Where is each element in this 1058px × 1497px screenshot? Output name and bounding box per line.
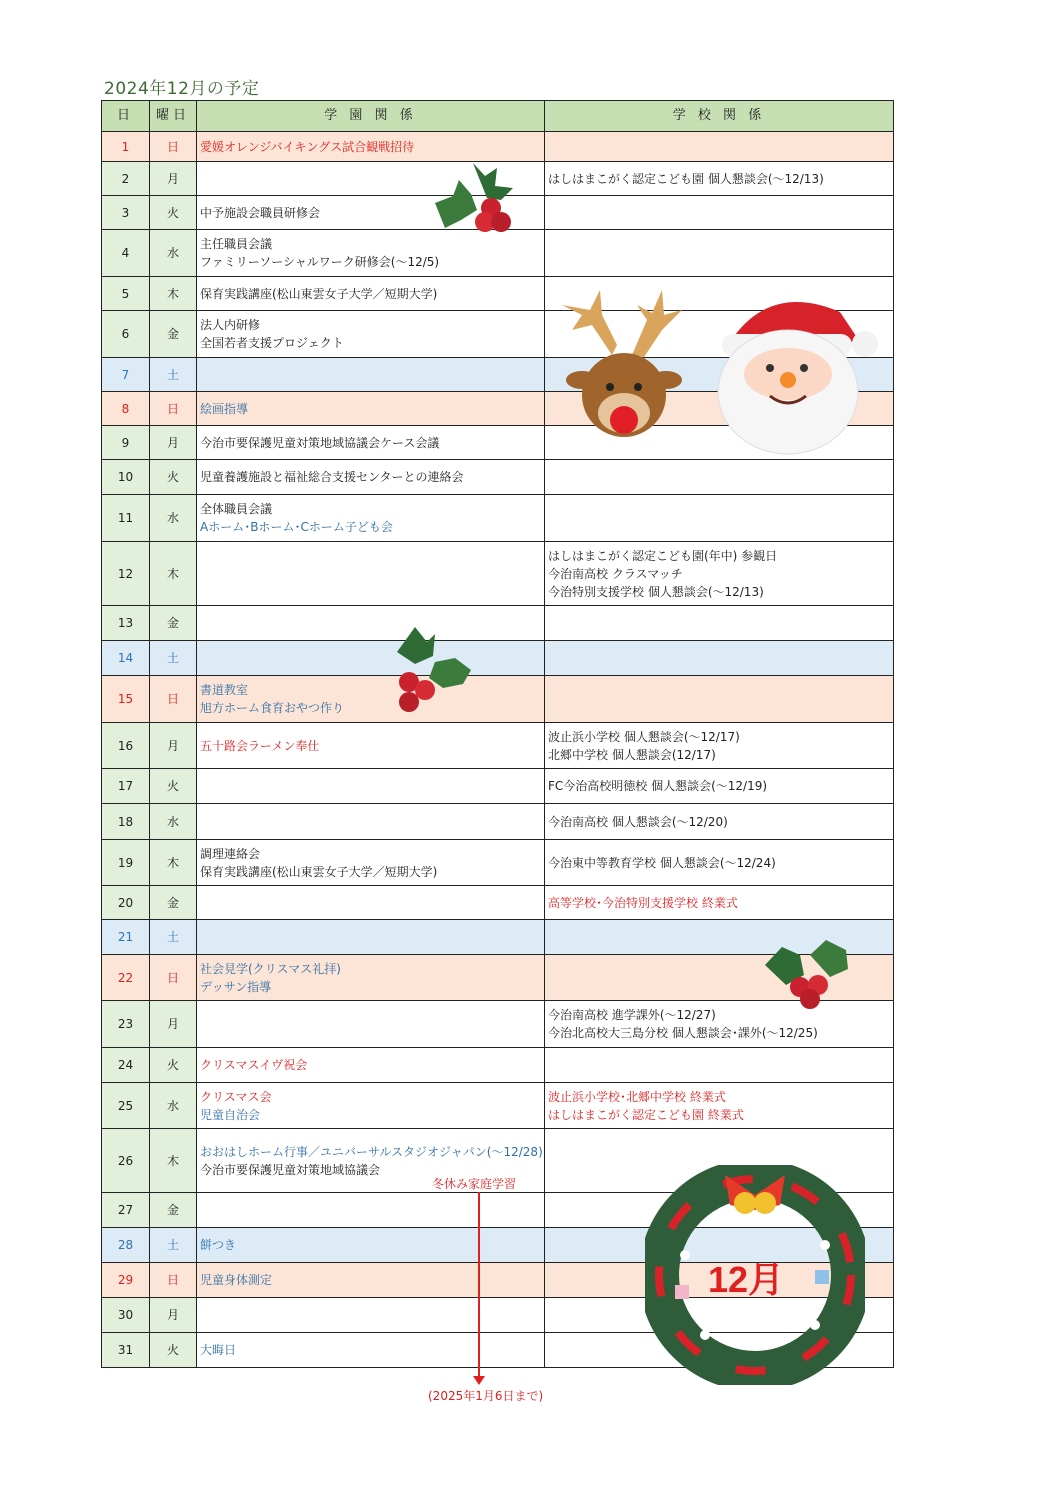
gakuen-cell xyxy=(197,311,545,358)
gakko-cell xyxy=(545,676,894,723)
gakko-cell xyxy=(545,542,894,606)
gakko-cell xyxy=(545,840,894,886)
day-cell: 26 xyxy=(102,1129,150,1193)
gakuen-event: 絵画指導 xyxy=(200,401,249,416)
day-cell: 19 xyxy=(102,840,150,886)
weekday-cell: 月 xyxy=(150,1001,197,1048)
day-cell: 21 xyxy=(102,920,150,955)
gakko-cell xyxy=(545,641,894,676)
gakuen-cell xyxy=(197,606,545,641)
weekday-cell: 土 xyxy=(150,1228,197,1263)
weekday-cell: 日 xyxy=(150,392,197,426)
until-note: (2025年1月6日まで) xyxy=(428,1389,544,1403)
weekday-cell: 日 xyxy=(150,1263,197,1298)
gakuen-event: Aホーム･Bホーム･Cホーム子ども会 xyxy=(200,520,393,534)
weekday-cell: 日 xyxy=(150,132,197,162)
holly-icon xyxy=(425,158,520,243)
gakuen-event: 保育実践講座(松山東雲女子大学／短期大学) xyxy=(200,864,438,879)
day-cell: 6 xyxy=(102,311,150,358)
table-row xyxy=(102,641,894,676)
weekday-cell: 金 xyxy=(150,606,197,641)
gakko-cell xyxy=(545,162,894,196)
gakko-cell xyxy=(545,769,894,804)
gakuen-event: 今治市要保護児童対策地域協議会 xyxy=(200,1162,381,1177)
gakko-cell xyxy=(545,1083,894,1129)
gakuen-cell xyxy=(197,392,545,426)
gakuen-cell xyxy=(197,358,545,392)
day-cell: 4 xyxy=(102,230,150,277)
table-row xyxy=(102,840,894,886)
table-row xyxy=(102,1048,894,1083)
gakuen-cell xyxy=(197,920,545,955)
gakuen-cell xyxy=(197,1228,545,1263)
day-cell: 31 xyxy=(102,1333,150,1368)
table-row xyxy=(102,886,894,920)
weekday-cell: 月 xyxy=(150,162,197,196)
gakuen-event: 児童養護施設と福祉総合支援センターとの連絡会 xyxy=(200,470,464,484)
gakuen-event: 五十路会ラーメン奉仕 xyxy=(200,738,320,753)
weekday-cell: 土 xyxy=(150,641,197,676)
gakuen-cell xyxy=(197,542,545,606)
day-cell: 29 xyxy=(102,1263,150,1298)
gakuen-cell xyxy=(197,1263,545,1298)
gakko-event: 今治南高校 進学課外(～12/27) xyxy=(548,1008,716,1022)
header-dow: 曜日 xyxy=(150,101,197,132)
gakuen-event: 法人内研修 xyxy=(200,318,261,332)
table-row xyxy=(102,460,894,495)
gakko-cell xyxy=(545,196,894,230)
header-row xyxy=(102,101,894,132)
gakko-event: 今治東中等教育学校 個人懇談会(～12/24) xyxy=(548,855,776,870)
gakuen-cell xyxy=(197,1083,545,1129)
gakuen-cell xyxy=(197,840,545,886)
gakuen-cell xyxy=(197,460,545,495)
gakko-cell xyxy=(545,886,894,920)
day-cell: 16 xyxy=(102,723,150,769)
period-arrow-head xyxy=(473,1376,485,1385)
table-row xyxy=(102,495,894,542)
weekday-cell: 土 xyxy=(150,358,197,392)
gakuen-cell xyxy=(197,676,545,723)
gakko-cell xyxy=(545,723,894,769)
gakko-cell xyxy=(545,495,894,542)
table-row xyxy=(102,676,894,723)
gakuen-cell xyxy=(197,495,545,542)
period-arrow-line xyxy=(478,1192,480,1378)
weekday-cell: 火 xyxy=(150,769,197,804)
gakuen-cell xyxy=(197,886,545,920)
gakuen-event: 児童身体測定 xyxy=(200,1273,273,1287)
gakuen-event: 調理連絡会 xyxy=(200,846,261,861)
day-cell: 9 xyxy=(102,426,150,460)
gakuen-cell xyxy=(197,1001,545,1048)
day-cell: 20 xyxy=(102,886,150,920)
weekday-cell: 水 xyxy=(150,1083,197,1129)
table-row xyxy=(102,132,894,162)
day-cell: 23 xyxy=(102,1001,150,1048)
gakuen-event: 大晦日 xyxy=(200,1343,237,1357)
gakko-cell xyxy=(545,132,894,162)
gakko-event: 波止浜小学校 個人懇談会(～12/17) xyxy=(548,729,740,744)
gakko-event: FC今治高校明徳校 個人懇談会(～12/19) xyxy=(548,779,768,793)
table-row xyxy=(102,804,894,840)
gakuen-event: クリスマス会 xyxy=(200,1089,272,1104)
gakuen-event: 全体職員会議 xyxy=(200,502,273,516)
gakko-event: 波止浜小学校･北郷中学校 終業式 xyxy=(548,1089,726,1104)
gakuen-event: 社会見学(クリスマス礼拝) xyxy=(200,961,341,976)
gakuen-event: 児童自治会 xyxy=(200,1107,261,1122)
gakko-cell xyxy=(545,230,894,277)
gakko-event: 高等学校･今治特別支援学校 終業式 xyxy=(548,895,738,910)
day-cell: 12 xyxy=(102,542,150,606)
weekday-cell: 木 xyxy=(150,277,197,311)
gakuen-event: 主任職員会議 xyxy=(200,237,273,251)
weekday-cell: 土 xyxy=(150,920,197,955)
day-cell: 25 xyxy=(102,1083,150,1129)
day-cell: 5 xyxy=(102,277,150,311)
day-cell: 2 xyxy=(102,162,150,196)
day-cell: 11 xyxy=(102,495,150,542)
gakko-cell xyxy=(545,1048,894,1083)
gakuen-cell xyxy=(197,1048,545,1083)
gakko-event: はしはまこがく認定こども園(年中) 参観日 xyxy=(548,548,778,563)
page-title: 2024年12月の予定 xyxy=(104,79,260,99)
gakko-event: 今治北高校大三島分校 個人懇談会･課外(～12/25) xyxy=(548,1026,818,1040)
day-cell: 30 xyxy=(102,1298,150,1333)
gakuen-cell xyxy=(197,1193,545,1228)
day-cell: 17 xyxy=(102,769,150,804)
gakuen-event: デッサン指導 xyxy=(200,979,272,994)
day-cell: 10 xyxy=(102,460,150,495)
gakuen-event: 保育実践講座(松山東雲女子大学／短期大学) xyxy=(200,286,438,301)
day-cell: 15 xyxy=(102,676,150,723)
winter-study-note: 冬休み家庭学習 xyxy=(432,1177,517,1191)
weekday-cell: 日 xyxy=(150,676,197,723)
weekday-cell: 日 xyxy=(150,955,197,1001)
gakko-event: 今治南高校 個人懇談会(～12/20) xyxy=(548,814,728,829)
day-cell: 8 xyxy=(102,392,150,426)
gakuen-cell xyxy=(197,955,545,1001)
wreath-label: 12月 xyxy=(708,1259,785,1300)
weekday-cell: 木 xyxy=(150,840,197,886)
gakuen-cell xyxy=(197,1298,545,1333)
gakuen-event: 今治市要保護児童対策地域協議会ケース会議 xyxy=(200,435,440,450)
gakuen-event: 全国若者支援プロジェクト xyxy=(200,336,344,350)
day-cell: 22 xyxy=(102,955,150,1001)
gakko-cell xyxy=(545,460,894,495)
day-cell: 14 xyxy=(102,641,150,676)
gakuen-cell xyxy=(197,426,545,460)
weekday-cell: 水 xyxy=(150,495,197,542)
gakuen-event: ファミリーソーシャルワーク研修会(～12/5) xyxy=(200,255,440,269)
day-cell: 24 xyxy=(102,1048,150,1083)
gakuen-cell xyxy=(197,132,545,162)
gakuen-cell xyxy=(197,277,545,311)
day-cell: 7 xyxy=(102,358,150,392)
gakuen-cell xyxy=(197,769,545,804)
gakko-event: 北郷中学校 個人懇談会(12/17) xyxy=(548,747,716,762)
weekday-cell: 火 xyxy=(150,1333,197,1368)
table-row xyxy=(102,542,894,606)
weekday-cell: 金 xyxy=(150,886,197,920)
gakuen-event: クリスマスイヴ祝会 xyxy=(200,1058,308,1072)
table-row xyxy=(102,723,894,769)
gakuen-cell xyxy=(197,804,545,840)
gakuen-cell xyxy=(197,723,545,769)
header-day: 日 xyxy=(102,101,150,132)
day-cell: 27 xyxy=(102,1193,150,1228)
day-cell: 3 xyxy=(102,196,150,230)
weekday-cell: 水 xyxy=(150,230,197,277)
weekday-cell: 月 xyxy=(150,1298,197,1333)
header-gakko: 学 校 関 係 xyxy=(545,101,894,132)
weekday-cell: 火 xyxy=(150,460,197,495)
gakuen-event: 餅つき xyxy=(200,1238,237,1252)
table-row xyxy=(102,1083,894,1129)
weekday-cell: 火 xyxy=(150,1048,197,1083)
day-cell: 13 xyxy=(102,606,150,641)
gakko-event: はしはまこがく認定こども園 個人懇談会(～12/13) xyxy=(548,171,824,186)
weekday-cell: 火 xyxy=(150,196,197,230)
gakko-event: 今治特別支援学校 個人懇談会(～12/13) xyxy=(548,584,764,599)
weekday-cell: 金 xyxy=(150,311,197,358)
reindeer-icon xyxy=(552,285,692,450)
gakko-event: 今治南高校 クラスマッチ xyxy=(548,566,683,581)
gakuen-cell xyxy=(197,641,545,676)
gakko-event: はしはまこがく認定こども園 終業式 xyxy=(548,1107,744,1122)
santa-icon xyxy=(700,282,885,457)
day-cell: 28 xyxy=(102,1228,150,1263)
weekday-cell: 月 xyxy=(150,723,197,769)
gakuen-cell xyxy=(197,1333,545,1368)
gakuen-event: 愛媛オレンジバイキングス試合観戦招待 xyxy=(200,139,415,154)
weekday-cell: 木 xyxy=(150,1129,197,1193)
weekday-cell: 月 xyxy=(150,426,197,460)
header-gakuen: 学 園 関 係 xyxy=(197,101,545,132)
gakko-cell xyxy=(545,804,894,840)
table-row xyxy=(102,606,894,641)
day-cell: 1 xyxy=(102,132,150,162)
weekday-cell: 木 xyxy=(150,542,197,606)
gakuen-event: 中予施設会職員研修会 xyxy=(200,205,321,220)
gakuen-event: 書道教室 xyxy=(200,683,249,697)
gakuen-event: おおはしホーム行事／ユニバーサルスタジオジャパン(～12/28) xyxy=(200,1144,543,1159)
gakko-cell xyxy=(545,606,894,641)
gakuen-event: 旭方ホーム食育おやつ作り xyxy=(200,701,345,715)
weekday-cell: 金 xyxy=(150,1193,197,1228)
weekday-cell: 水 xyxy=(150,804,197,840)
day-cell: 18 xyxy=(102,804,150,840)
holly-icon xyxy=(760,935,855,1010)
table-row xyxy=(102,769,894,804)
holly-icon xyxy=(385,622,475,717)
